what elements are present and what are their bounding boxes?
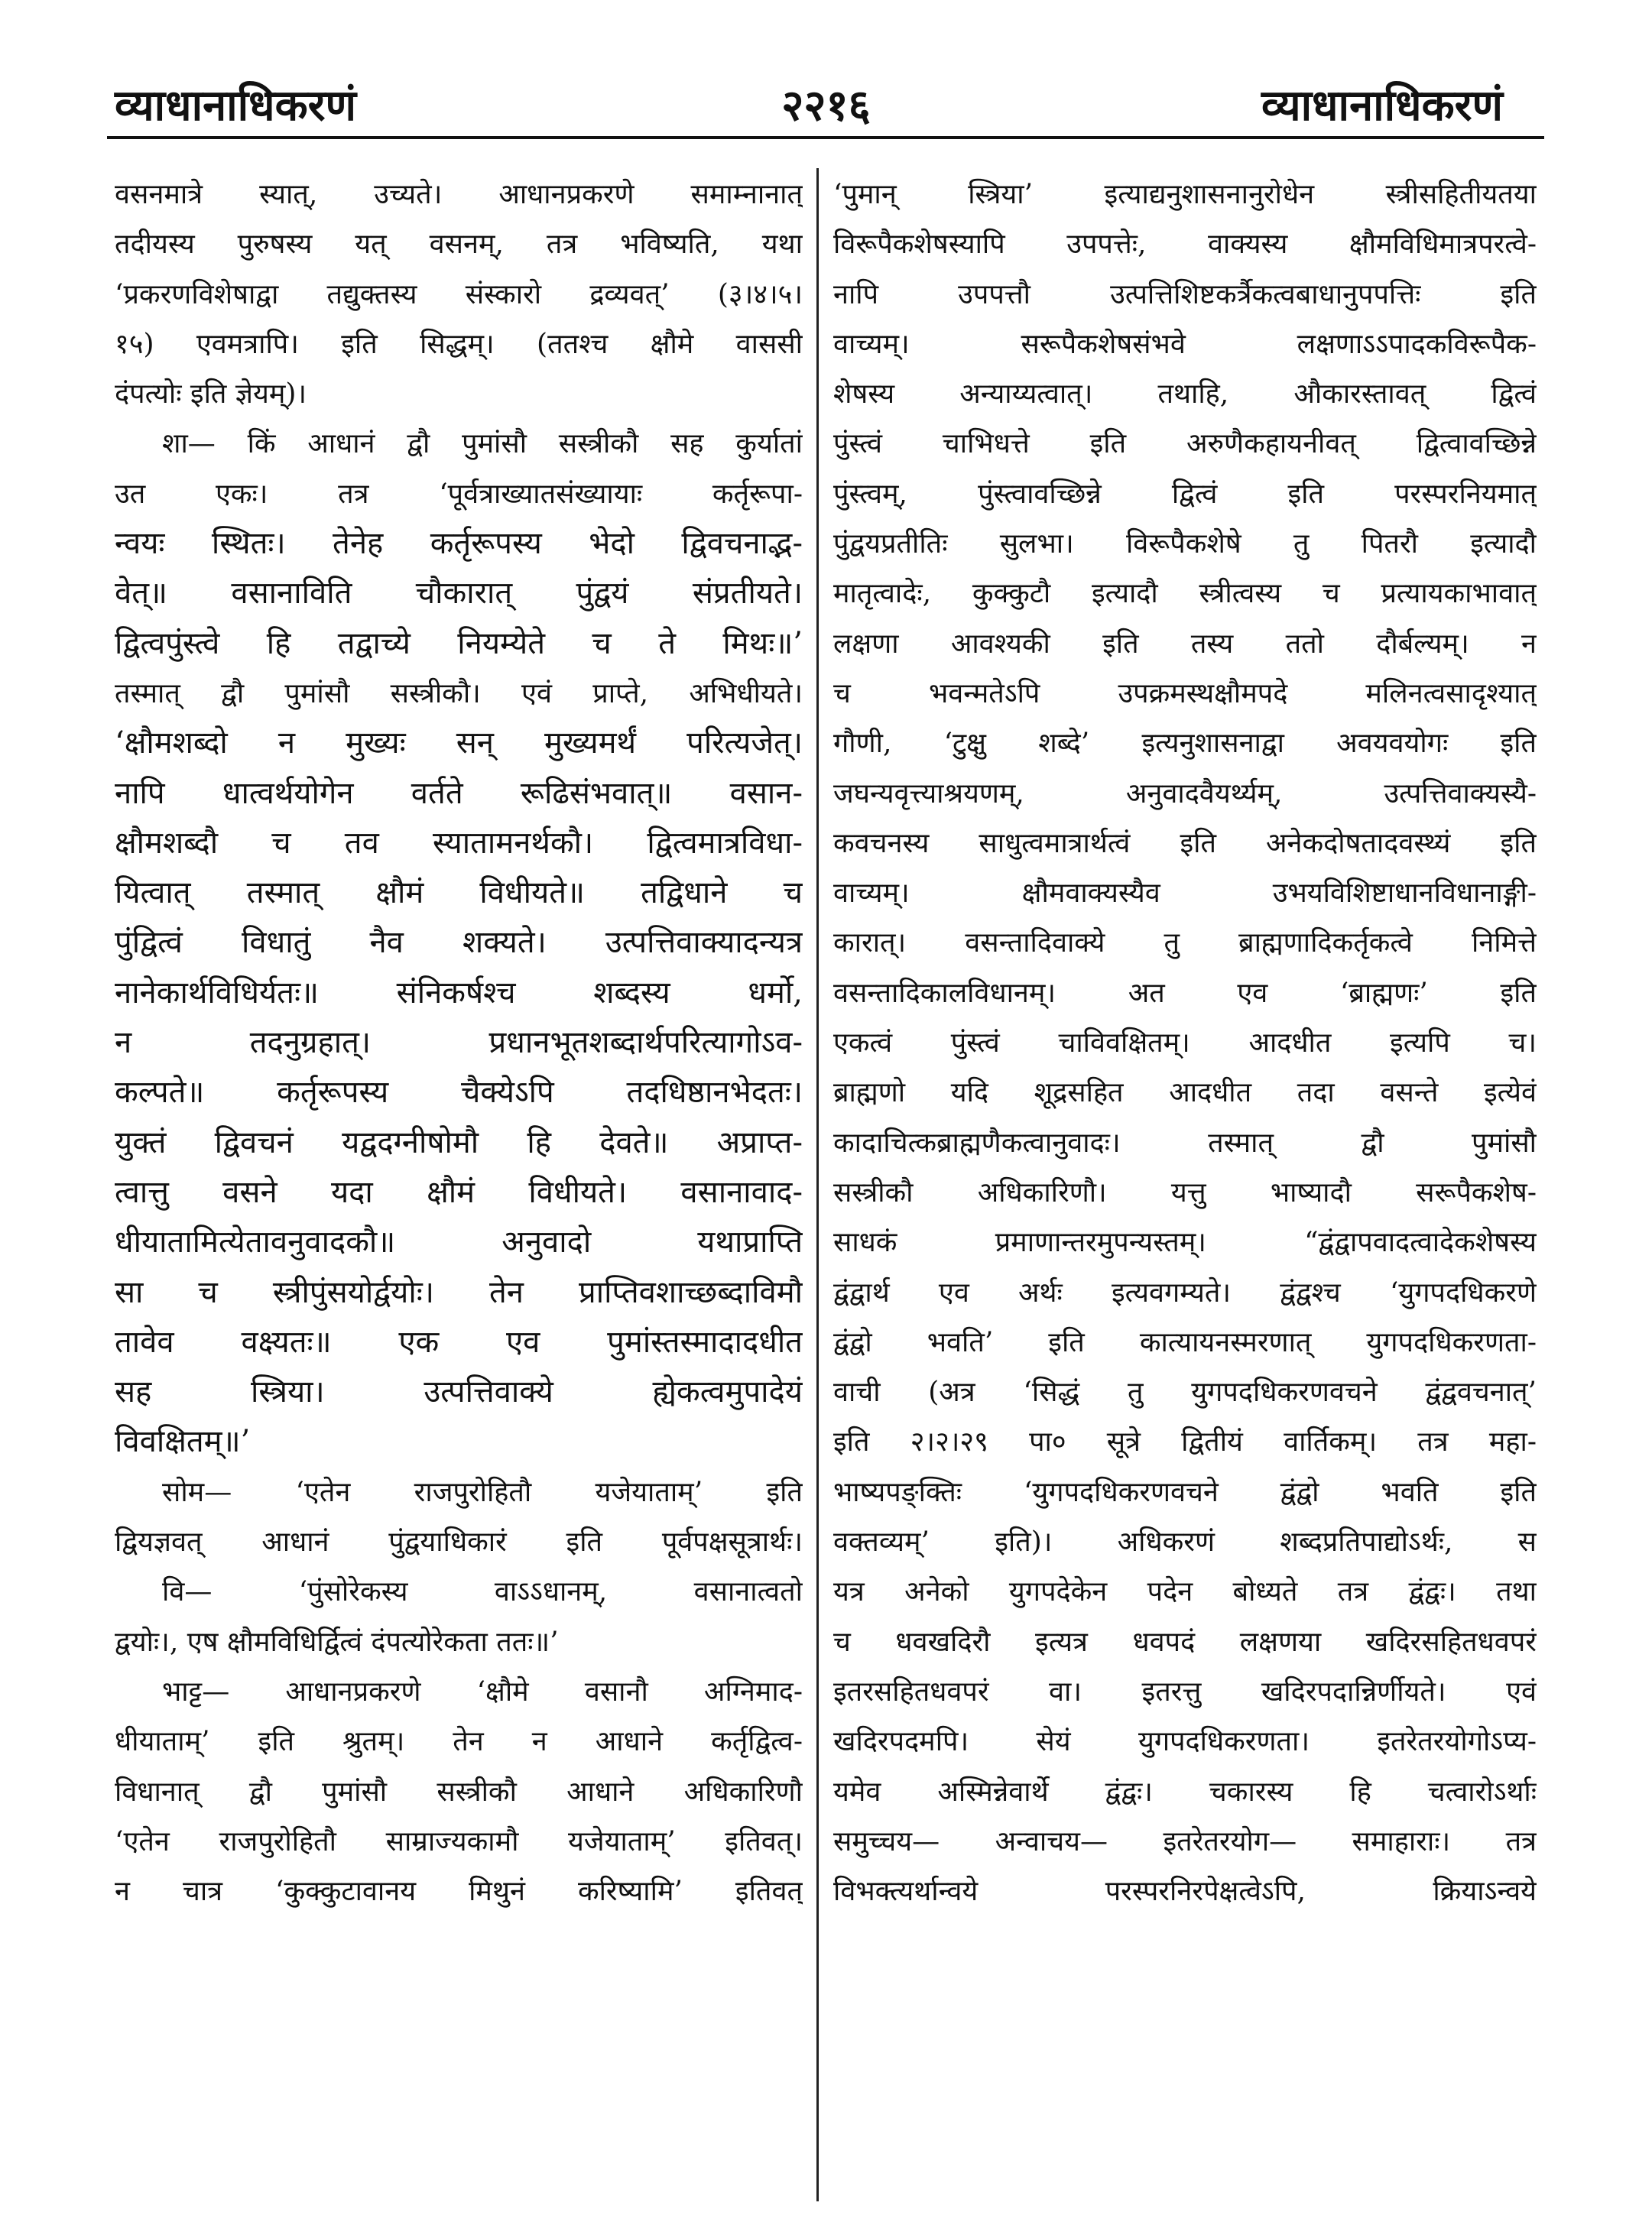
text-line: वेत्॥ वसानाविति चौकारात् पुंद्वयं संप्रतीयते। — [115, 576, 803, 611]
text-line: द्वियज्ञवत् आधानं पुंद्वयाधिकारं इति पूर्वपक्षसूत्रार्थः। — [115, 1526, 803, 1559]
header-rule — [107, 136, 1544, 139]
text-line: यित्वात् तस्मात् क्षौमं विधीयते॥ तद्विधाने च — [115, 875, 803, 911]
text-line: उत एकः। तत्र ‘पूर्वत्राख्यातसंख्यायाः कर्तृरूपा- — [115, 478, 803, 510]
text-line: ‘पुमान् स्त्रिया’ इत्याद्यनुशासनानुरोधेन स्त्रीसहितीयतया — [833, 179, 1537, 210]
text-line: शेषस्य अन्याय्यत्वात्। तथाहि, औकारस्तावत् द्वित्वं — [833, 378, 1537, 410]
text-line: सोम— ‘एतेन राजपुरोहितौ यजेयाताम्’ इति — [162, 1476, 803, 1508]
page-number: २२१६ — [781, 80, 871, 131]
running-head-left: व्याधानाधिकरणं — [115, 80, 357, 131]
text-line: नानेकार्थविधिर्यतः॥ संनिकर्षश्च शब्दस्य धर्मो, — [115, 975, 803, 1010]
text-line: ‘क्षौमशब्दो न मुख्यः सन् मुख्यमर्थं परित्यजेत्। — [115, 725, 803, 761]
text-line: यत्र अनेको युगपदेकेन पदेन बोध्यते तत्र द्वंद्वः। तथा — [833, 1576, 1537, 1608]
text-line: शा— किं आधानं द्वौ पुमांसौ सस्त्रीकौ सह कुर्यातां — [162, 428, 803, 460]
text-line: कारात्। वसन्तादिवाक्ये तु ब्राह्मणादिकर्तृकत्वे निमित्ते — [833, 927, 1537, 959]
text-line: जघन्यवृत्त्याश्रयणम्, अनुवादवैयर्थ्यम्, उत्पत्तिवाक्यस्यै- — [833, 777, 1537, 809]
text-line: द्वयोः।, एष क्षौमविधिर्द्वित्वं दंपत्योरेकता ततः॥’ — [115, 1626, 559, 1658]
text-line: इति २।२।२९ पा० सूत्रे द्वितीयं वार्तिकम्। तत्र महा- — [833, 1426, 1537, 1458]
text-line: वसन्तादिकालविधानम्। अत एव ‘ब्राह्मणः’ इति — [833, 977, 1537, 1009]
text-line: विभक्त्यर्थान्वये परस्परनिरपेक्षत्वेऽपि, क्रियाऽन्वये — [833, 1876, 1537, 1908]
text-line: द्वंद्वो भवति’ इति कात्यायनस्मरणात् युगपदधिकरणता- — [833, 1326, 1537, 1358]
running-head-right: व्याधानाधिकरणं — [1261, 80, 1503, 131]
text-line: भाट्ट— आधानप्रकरणे ‘क्षौमे वसानौ अग्निमाद- — [162, 1675, 803, 1708]
text-line: तदीयस्य पुरुषस्य यत् वसनम्, तत्र भविष्यति, यथा — [115, 229, 803, 261]
text-line: पुंद्वित्वं विधातुं नैव शक्यते। उत्पत्तिवाक्यादन्यत्र — [115, 925, 803, 961]
text-line: त्वात्तु वसने यदा क्षौमं विधीयते। वसानावाद- — [115, 1174, 803, 1210]
text-line: तस्मात् द्वौ पुमांसौ सस्त्रीकौ। एवं प्राप्ते, अभिधीयते। — [115, 677, 803, 709]
text-line: विधानात् द्वौ पुमांसौ सस्त्रीकौ आधाने अधिकारिणौ — [115, 1776, 803, 1808]
text-line: ‘प्रकरणविशेषाद्वा तद्युक्तस्य संस्कारो द्रव्यवत्’ (३।४।५। — [115, 278, 803, 310]
text-line: विवक्षितम्॥’ — [115, 1424, 251, 1460]
text-line: कल्पते॥ कर्तृरूपस्य चैक्येऽपि तदधिष्ठानभेदतः। — [115, 1075, 803, 1111]
text-line: पुंस्त्वं चाभिधत्ते इति अरुणैकहायनीवत् द्वित्वावच्छिन्ने — [833, 428, 1537, 460]
text-line: सस्त्रीकौ अधिकारिणौ। यत्तु भाष्यादौ सरूपैकशेष- — [833, 1176, 1537, 1208]
text-line: यमेव अस्मिन्नेवार्थे द्वंद्वः। चकारस्य हि चत्वारोऽर्थाः — [833, 1776, 1537, 1808]
text-line: विरूपैकशेषस्यापि उपपत्तेः, वाक्यस्य क्षौमविधिमात्रपरत्वे- — [833, 229, 1537, 261]
text-line: युक्तं द्विवचनं यद्वदग्नीषोमौ हि देवते॥ अप्राप्त- — [115, 1124, 803, 1160]
left-column — [115, 170, 803, 1916]
text-line: खदिरपदमपि। सेयं युगपदधिकरणता। इतरेतरयोगोऽप्य- — [833, 1726, 1537, 1758]
text-line: साधकं प्रमाणान्तरमुपन्यस्तम्। “द्वंद्वापवादत्वादेकशेषस्य — [833, 1227, 1537, 1259]
text-line: न चात्र ‘कुक्कुटावानय मिथुनं करिष्यामि’ इतिवत् — [115, 1876, 803, 1908]
text-line: वाच्यम्। सरूपैकशेषसंभवे लक्षणाऽऽपादकविरूपैक- — [833, 328, 1537, 360]
text-line: नापि उपपत्तौ उत्पत्तिशिष्टकर्त्रैकत्वबाधानुपपत्तिः इति — [833, 278, 1537, 310]
text-line: नापि धात्वर्थयोगेन वर्तते रूढिसंभवात्॥ वसान- — [115, 775, 803, 811]
text-line: मातृत्वादेः, कुक्कुटौ इत्यादौ स्त्रीत्वस्य च प्रत्यायकाभावात् — [833, 578, 1537, 610]
right-column — [833, 170, 1537, 1916]
text-line: ‘एतेन राजपुरोहितौ साम्राज्यकामौ यजेयाताम्’ इतिवत्। — [115, 1825, 803, 1857]
text-line: भाष्यपङ्क्तिः ‘युगपदधिकरणवचने द्वंद्वो भवति इति — [833, 1476, 1537, 1508]
text-line: गौणी, ‘टुक्षु शब्दे’ इत्यनुशासनाद्वा अवयवयोगः इति — [833, 728, 1537, 760]
text-line: एकत्वं पुंस्त्वं चाविवक्षितम्। आदधीत इत्यपि च। — [833, 1027, 1537, 1059]
text-line: न्वयः स्थितः। तेनेह कर्तृरूपस्य भेदो द्विवचनाद्भ- — [115, 526, 803, 562]
text-line: वसनमात्रे स्यात्, उच्यते। आधानप्रकरणे समाम्नानात् — [115, 179, 803, 210]
text-line: कवचनस्य साधुत्वमात्रार्थत्वं इति अनेकदोषतादवस्थ्यं इति — [833, 827, 1537, 859]
text-line: च भवन्मतेऽपि उपक्रमस्थक्षौमपदे मलिनत्वसादृश्यात् — [833, 677, 1537, 709]
text-line: क्षौमशब्दौ च तव स्यातामनर्थकौ। द्वित्वमात्रविधा- — [115, 825, 803, 861]
text-line: इतरसहितधवपरं वा। इतरत्तु खदिरपदान्निर्णीयते। एवं — [833, 1675, 1537, 1708]
text-line: पुंस्त्वम्, पुंस्त्वावच्छिन्ने द्वित्वं इति परस्परनियमात् — [833, 478, 1537, 510]
text-line: वि— ‘पुंसोरेकस्य वाऽऽधानम्, वसानात्वतो — [162, 1576, 803, 1608]
column-divider — [816, 168, 819, 2201]
text-line: धीयाताम्’ इति श्रुतम्। तेन न आधाने कर्तृद्वित्व- — [115, 1726, 803, 1758]
text-line: लक्षणा आवश्यकी इति तस्य ततो दौर्बल्यम्। न — [833, 628, 1537, 660]
text-line: वाची (अत्र ‘सिद्धं तु युगपदधिकरणवचने द्वंद्ववचनात्’ — [833, 1377, 1537, 1409]
text-line: तावेव वक्ष्यतः॥ एक एव पुमांस्तस्मादादधीत — [115, 1324, 803, 1360]
text-line: च धवखदिरौ इत्यत्र धवपदं लक्षणया खदिरसहितधवपरं — [833, 1626, 1537, 1658]
text-line: वक्तव्यम्’ इति)। अधिकरणं शब्दप्रतिपाद्योऽर्थः, स — [833, 1526, 1537, 1559]
text-line: पुंद्वयप्रतीतिः सुलभा। विरूपैकशेषे तु पितरौ इत्यादौ — [833, 528, 1537, 560]
text-line: द्वित्वपुंस्त्वे हि तद्वाच्ये नियम्येते च ते मिथः॥’ — [115, 625, 803, 661]
text-line: कादाचित्कब्राह्मणैकत्वानुवादः। तस्मात् द्वौ पुमांसौ — [833, 1127, 1537, 1159]
text-line: दंपत्योः इति ज्ञेयम्)। — [115, 378, 307, 410]
text-line: न तदनुग्रहात्। प्रधानभूतशब्दार्थपरित्यागोऽव- — [115, 1025, 803, 1061]
text-line: द्वंद्वार्थ एव अर्थः इत्यवगम्यते। द्वंद्वश्च ‘युगपदधिकरणे — [833, 1276, 1537, 1309]
text-line: वाच्यम्। क्षौमवाक्यस्यैव उभयविशिष्टाधानविधानाङ्गी- — [833, 877, 1537, 910]
text-line: ब्राह्मणो यदि शूद्रसहित आदधीत तदा वसन्ते इत्येवं — [833, 1077, 1537, 1109]
text-line: १५) एवमत्रापि। इति सिद्धम्। (ततश्च क्षौमे वाससी — [115, 328, 803, 360]
text-line: धीयातामित्येतावनुवादकौ॥ अनुवादो यथाप्राप्ति — [115, 1225, 803, 1260]
text-line: सा च स्त्रीपुंसयोर्द्वयोः। तेन प्राप्तिवशाच्छब्दाविमौ — [115, 1274, 803, 1310]
text-line: सह स्त्रिया। उत्पत्तिवाक्ये ह्येकत्वमुपादेयं — [115, 1374, 803, 1410]
text-line: समुच्चय— अन्वाचय— इतरेतरयोग— समाहाराः। तत्र — [833, 1825, 1537, 1857]
